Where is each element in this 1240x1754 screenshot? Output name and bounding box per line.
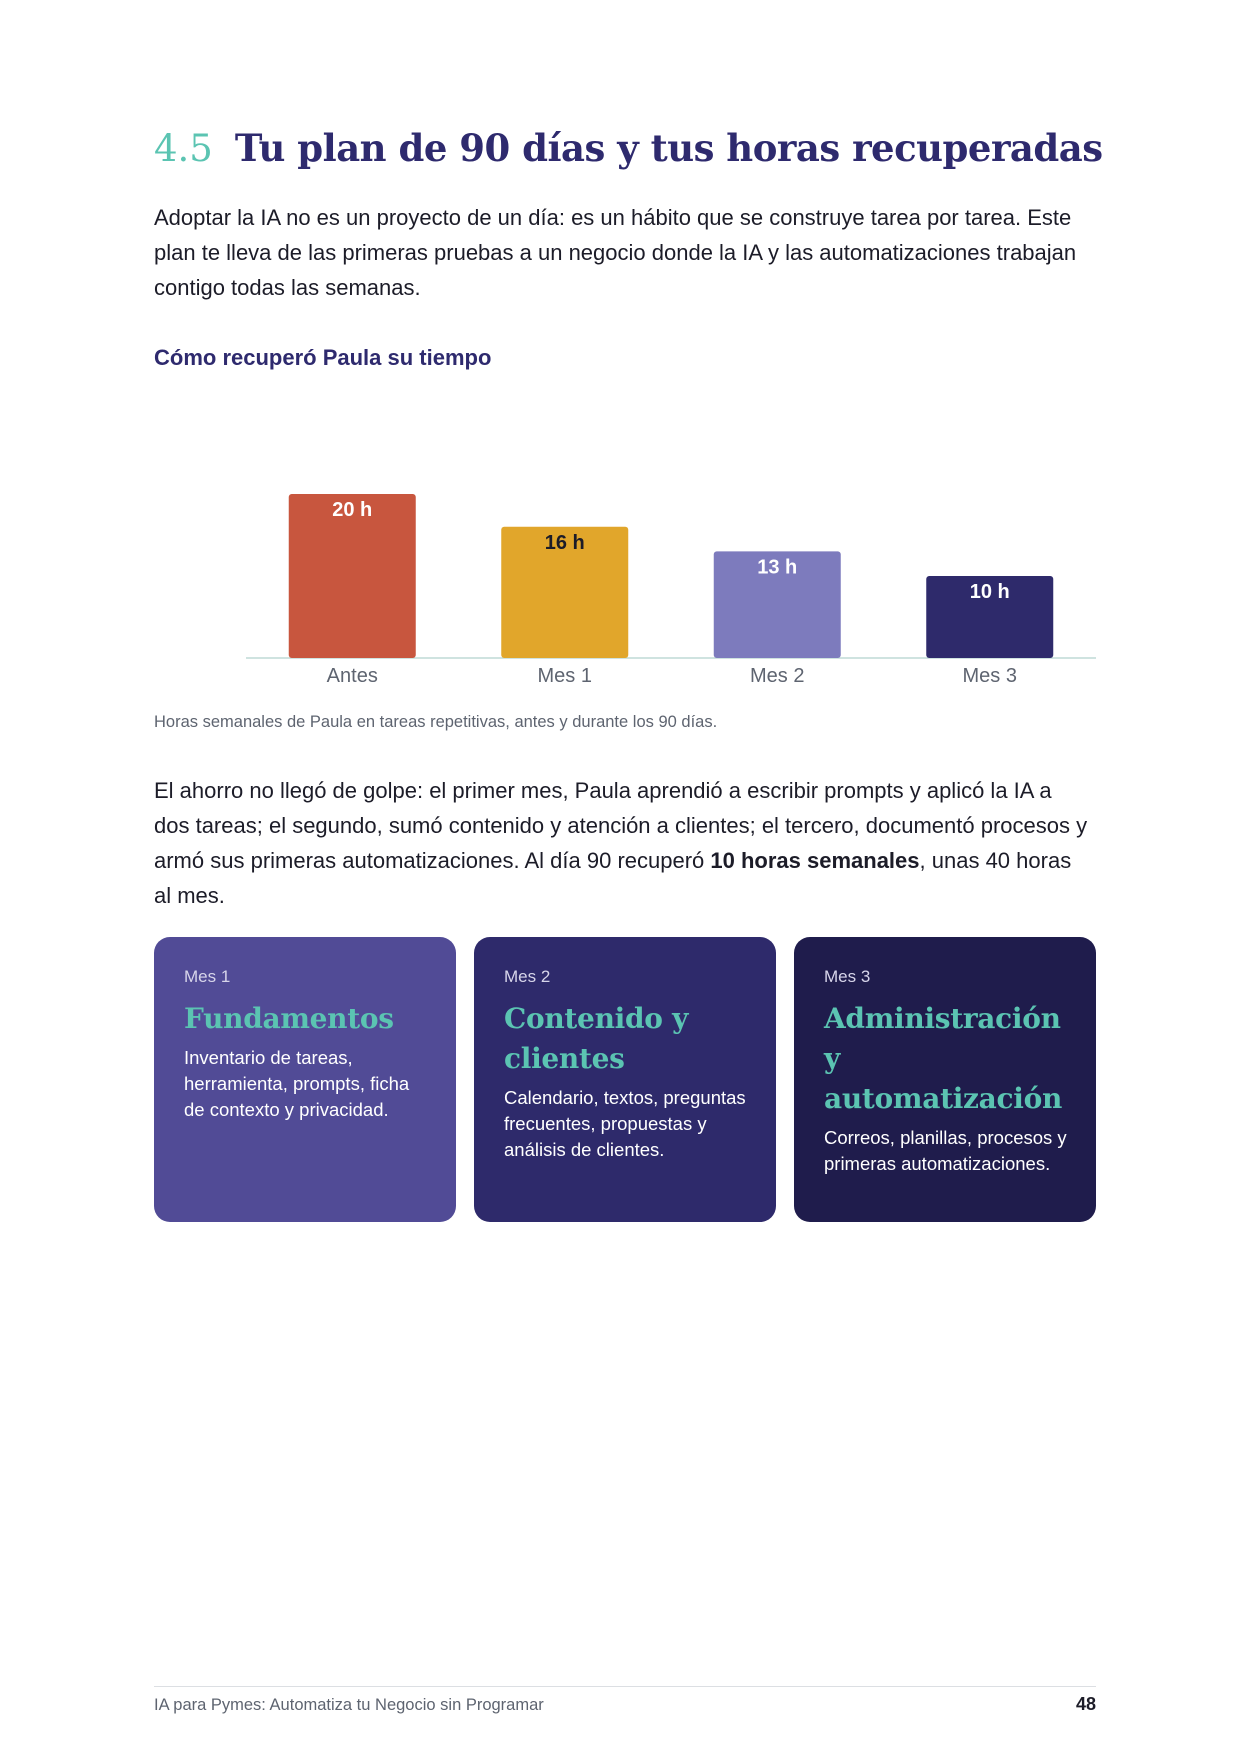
card-label: Mes 3 bbox=[824, 967, 871, 986]
section-title: Tu plan de 90 días y tus horas recuperadas bbox=[234, 126, 1103, 170]
card-description: Inventario de tareas, herramienta, prompts, ficha de contexto y privacidad. bbox=[184, 1047, 410, 1120]
body-text-end: , unas 40 horas al mes. bbox=[154, 848, 1072, 908]
bar-value-label: 10 h bbox=[969, 581, 1010, 603]
section-header bbox=[154, 126, 1103, 170]
card-description: Correos, planillas, procesos y primeras automatizaciones. bbox=[824, 1127, 1067, 1174]
intro-paragraph: Adoptar la IA no es un proyecto de un día: es un hábito que se construye tarea por tarea. Este plan te lleva de las primeras pruebas a un negocio donde la IA y las automatizaciones trabajan contigo todas las semanas. bbox=[154, 205, 1077, 300]
chart-heading: Cómo recuperó Paula su tiempo bbox=[154, 345, 492, 370]
card-title: Contenido y clientes bbox=[504, 1002, 689, 1075]
footer-book-title: IA para Pymes: Automatiza tu Negocio sin Programar bbox=[154, 1696, 544, 1714]
category-label: Mes 3 bbox=[962, 665, 1017, 687]
category-label: Mes 1 bbox=[537, 665, 592, 687]
bar-value-label: 16 h bbox=[544, 531, 585, 554]
body-paragraph bbox=[154, 773, 1089, 913]
card-month-3 bbox=[794, 937, 1096, 1222]
body-text-start: El ahorro no llegó de golpe: el primer mes, Paula aprendió a escribir prompts y aplicó la IA a dos tareas; el segundo, sumó contenido y atención a clientes; el tercero, documentó procesos y armó sus primeras automatizaciones. Al día 90 recuperó bbox=[154, 778, 1088, 873]
footer-divider bbox=[154, 1686, 1096, 1687]
card-title: Fundamentos bbox=[184, 1002, 394, 1035]
category-label: Mes 2 bbox=[750, 665, 805, 687]
section-number: 4.5 bbox=[154, 127, 213, 170]
page-number: 48 bbox=[1075, 1694, 1096, 1714]
card-title: Administración y automatización bbox=[824, 1002, 1063, 1115]
bar-value-label: 13 h bbox=[757, 556, 798, 579]
bar-chart bbox=[246, 480, 1096, 690]
card-label: Mes 2 bbox=[504, 967, 551, 986]
body-text-bold: 10 horas semanales bbox=[710, 848, 920, 873]
month-cards bbox=[154, 937, 1096, 1222]
card-description: Calendario, textos, preguntas frecuentes, propuestas y análisis de clientes. bbox=[504, 1087, 746, 1160]
chart-caption: Horas semanales de Paula en tareas repetitivas, antes y durante los 90 días. bbox=[154, 713, 718, 731]
card-label: Mes 1 bbox=[184, 967, 231, 986]
card-month-2 bbox=[474, 937, 776, 1222]
bar-value-label: 20 h bbox=[332, 499, 373, 521]
category-label: Antes bbox=[326, 665, 378, 687]
bar-chart-svg bbox=[246, 480, 1096, 690]
card-month-1 bbox=[154, 937, 456, 1222]
